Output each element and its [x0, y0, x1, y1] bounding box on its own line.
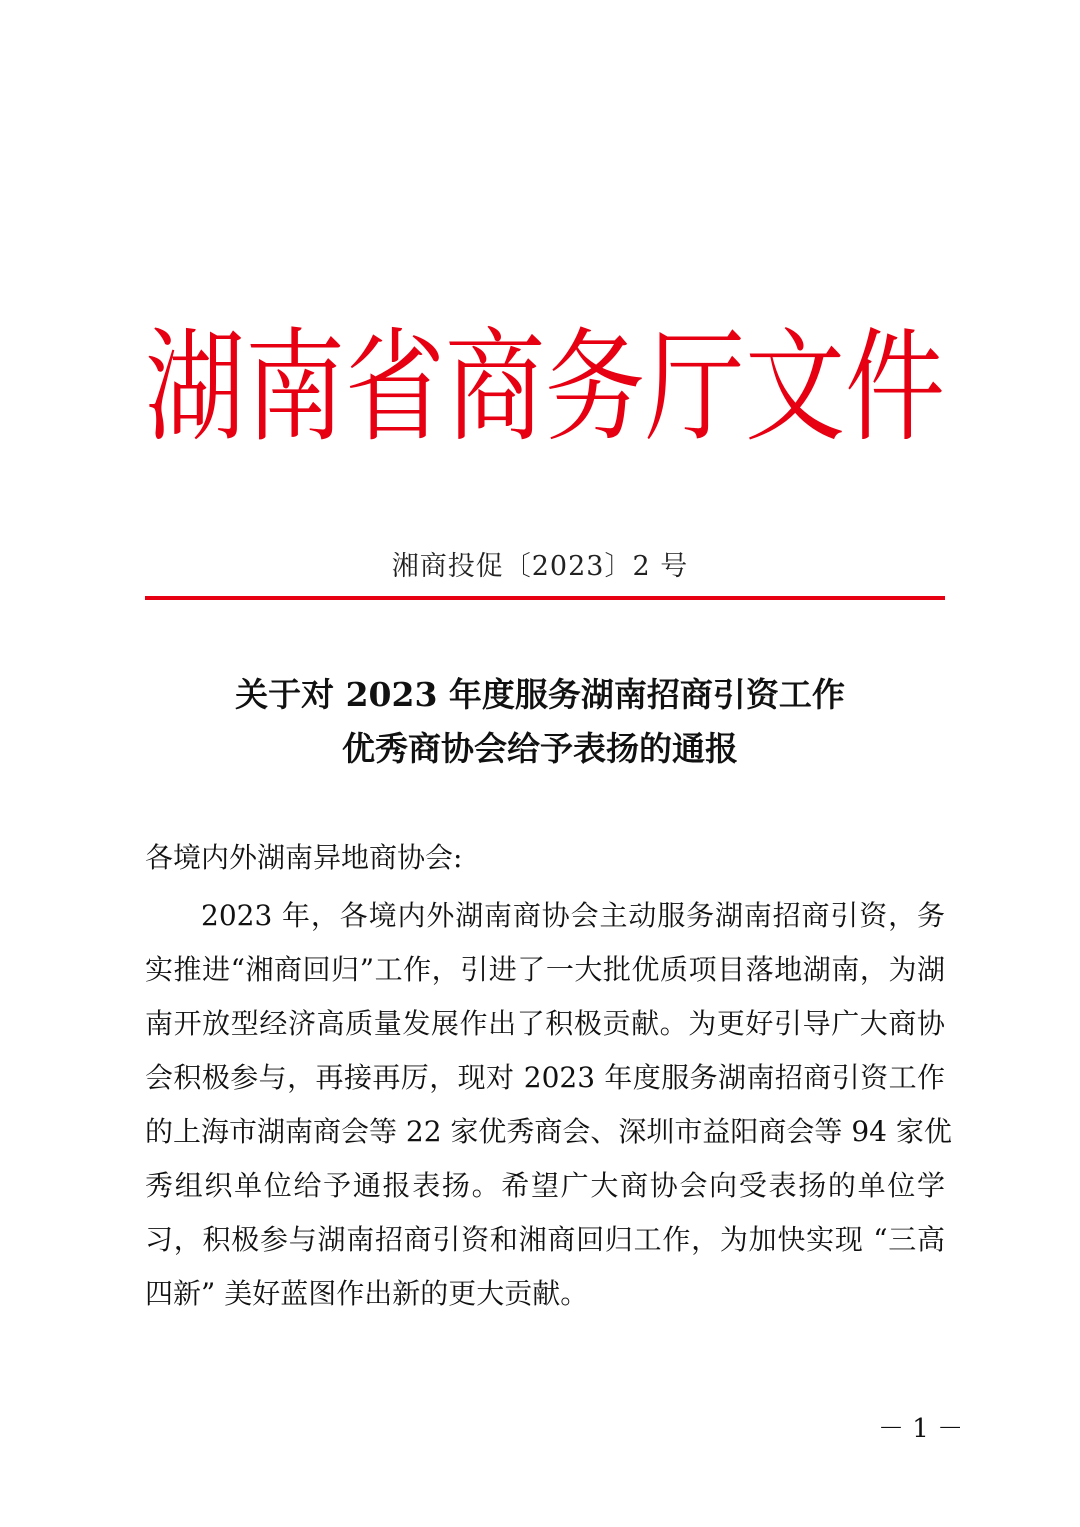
header-char: 件 [845, 316, 945, 459]
body-line: 2023 年，各境内外湖南商协会主动服务湖南招商引资，务 [201, 899, 945, 932]
header-char: 务 [545, 316, 645, 459]
header-char: 省 [345, 316, 445, 459]
body-line: 四新” 美好蓝图作出新的更大贡献。 [145, 1277, 589, 1310]
notice-title-line-1: 关于对 2023 年度服务湖南招商引资工作 [235, 675, 845, 714]
body-line: 南开放型经济高质量发展作出了积极贡献。为更好引导广大商协 [145, 1007, 945, 1040]
body-line: 秀组织单位给予通报表扬。希望广大商协会向受表扬的单位学 [145, 1169, 945, 1202]
document-header-title [145, 318, 945, 458]
notice-title-line-2: 优秀商协会给予表扬的通报 [342, 729, 738, 768]
header-char: 湖 [145, 316, 245, 459]
body-line: 的上海市湖南商会等 22 家优秀商会、深圳市益阳商会等 94 家优 [145, 1115, 952, 1148]
header-char: 商 [445, 316, 545, 459]
notice-title [0, 668, 1080, 776]
header-char: 文 [745, 316, 845, 459]
body-line: 会积极参与，再接再厉，现对 2023 年度服务湖南招商引资工作 [145, 1061, 945, 1094]
page-number: － 1 － [878, 1414, 964, 1444]
header-char: 南 [245, 316, 345, 459]
body-paragraph [145, 889, 952, 1321]
body-line: 实推进“湘商回归”工作，引进了一大批优质项目落地湖南，为湖 [145, 953, 945, 986]
red-divider [145, 596, 945, 600]
salutation: 各境内外湖南异地商协会: [145, 841, 463, 874]
header-char: 厅 [645, 316, 745, 459]
document-number: 湘商投促〔2023〕2 号 [391, 551, 689, 582]
body-line: 习，积极参与湖南招商引资和湘商回归工作，为加快实现 “三高 [145, 1223, 945, 1256]
